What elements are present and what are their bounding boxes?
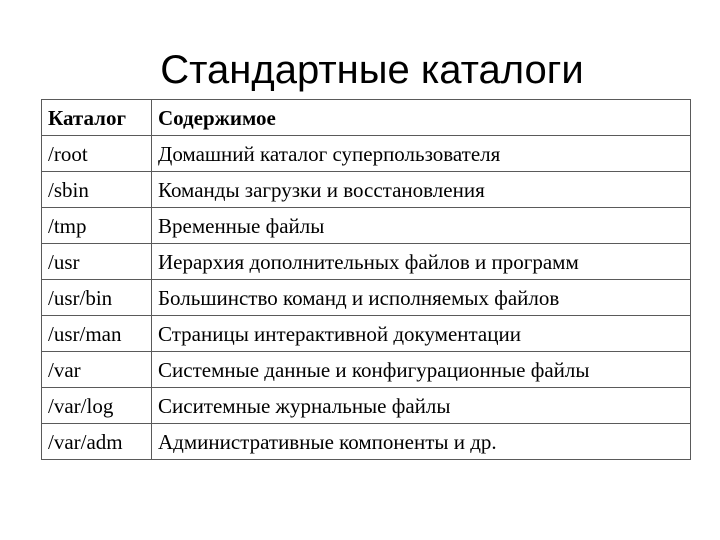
- contents-cell: Команды загрузки и восстановления: [152, 172, 691, 208]
- table-row: [42, 244, 691, 280]
- table-row: [42, 352, 691, 388]
- contents-cell: Домашний каталог суперпользователя: [152, 136, 691, 172]
- table-row: [42, 388, 691, 424]
- directory-cell: /tmp: [42, 208, 152, 244]
- page-title: Стандартные каталоги: [160, 48, 584, 92]
- directory-cell: /var: [42, 352, 152, 388]
- table-row: [42, 316, 691, 352]
- contents-cell: Иерархия дополнительных файлов и программ: [152, 244, 691, 280]
- directory-cell: /usr/bin: [42, 280, 152, 316]
- table-row: [42, 172, 691, 208]
- directories-table: [41, 99, 691, 460]
- directory-cell: /usr/man: [42, 316, 152, 352]
- contents-cell: Административные компоненты и др.: [152, 424, 691, 460]
- table-row: [42, 208, 691, 244]
- contents-cell: Большинство команд и исполняемых файлов: [152, 280, 691, 316]
- table-row: [42, 280, 691, 316]
- directory-cell: /usr: [42, 244, 152, 280]
- directory-cell: /var/log: [42, 388, 152, 424]
- table-header-row: [42, 100, 691, 136]
- contents-cell: Сиситемные журнальные файлы: [152, 388, 691, 424]
- table-row: [42, 424, 691, 460]
- directory-cell: /root: [42, 136, 152, 172]
- directory-cell: /var/adm: [42, 424, 152, 460]
- contents-cell: Страницы интерактивной документации: [152, 316, 691, 352]
- contents-cell: Системные данные и конфигурационные файлы: [152, 352, 691, 388]
- contents-cell: Временные файлы: [152, 208, 691, 244]
- table-row: [42, 136, 691, 172]
- directory-cell: /sbin: [42, 172, 152, 208]
- column-header-directory: Каталог: [42, 100, 152, 136]
- column-header-contents: Содержимое: [152, 100, 691, 136]
